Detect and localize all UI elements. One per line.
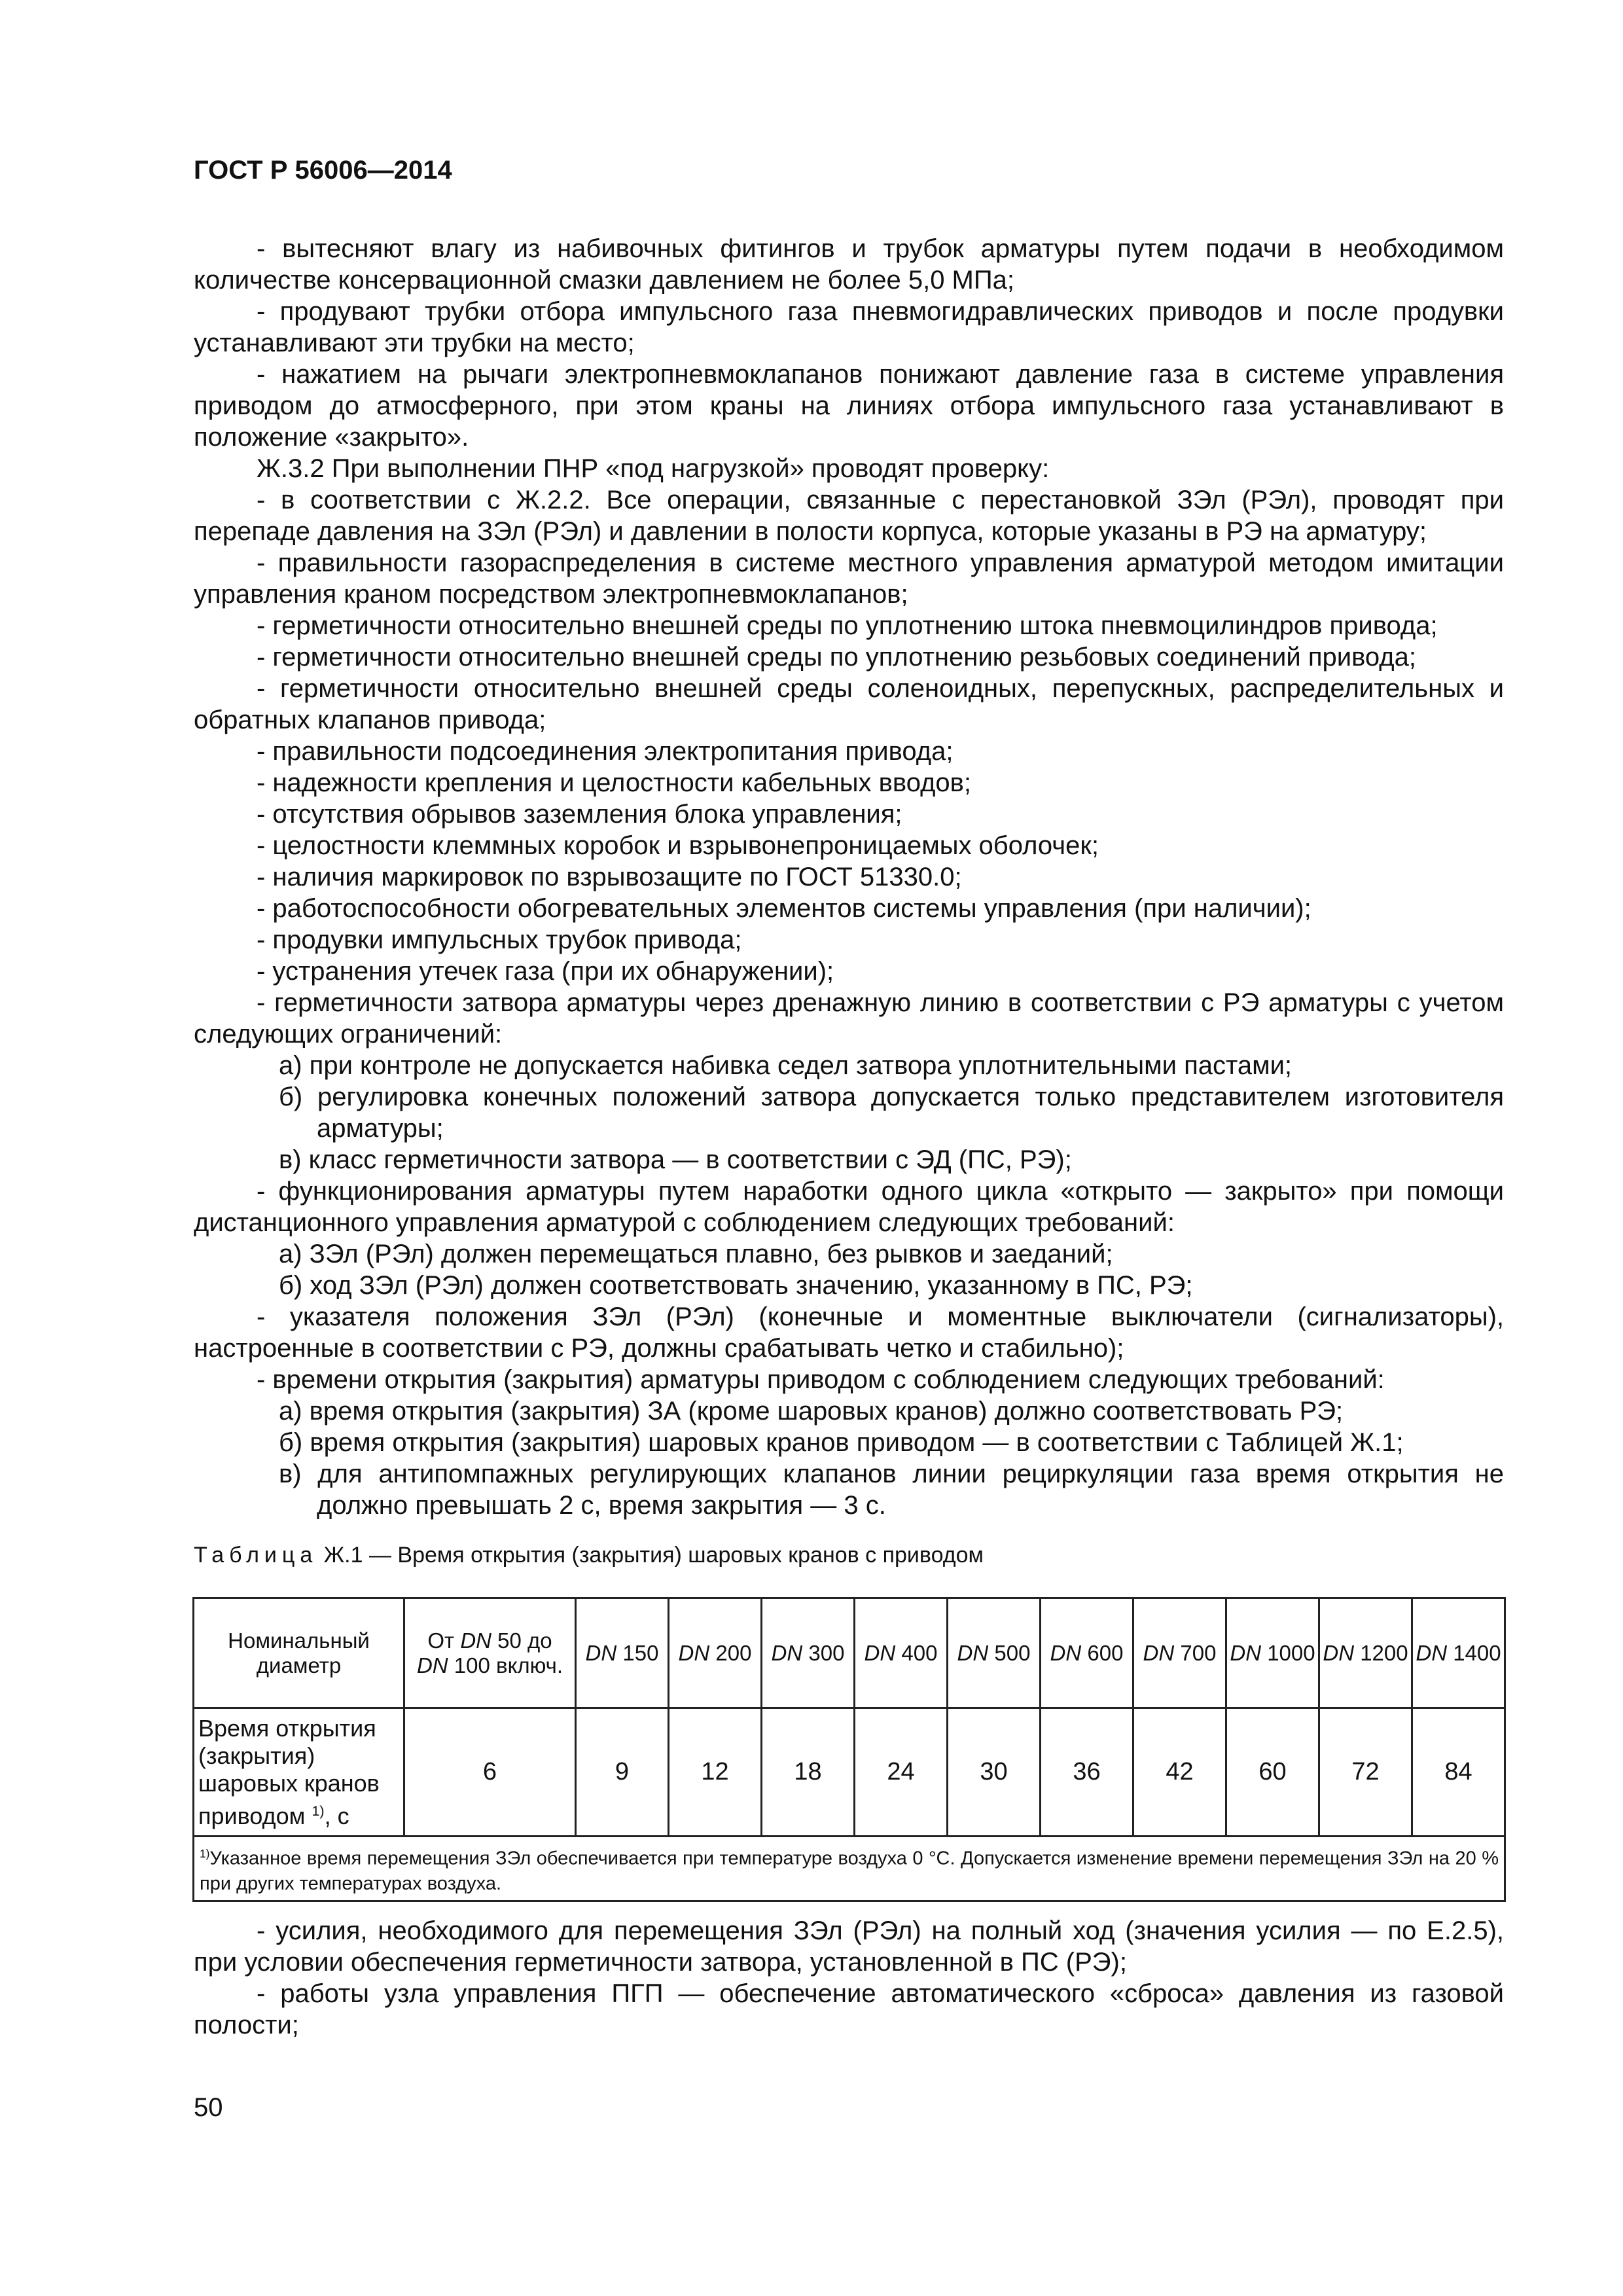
header-cell (762, 1598, 855, 1708)
dn-prefix: DN (585, 1640, 617, 1665)
table-cell: 9 (576, 1708, 669, 1837)
dn-prefix: DN (416, 1653, 448, 1677)
dn-prefix: DN (460, 1628, 491, 1653)
paragraph: - продувают трубки отбора импульсного газа пневмогидравлических приводов и после продувки устанавливают эти трубки на место; (194, 297, 1504, 357)
list-item: б) время открытия (закрытия) шаровых кранов приводом — в соответствии с Таблицей Ж.1; (279, 1428, 1404, 1457)
dn-size: 1400 (1453, 1640, 1501, 1665)
table-cell: 18 (762, 1708, 855, 1837)
body-text-continued (194, 1915, 1504, 2041)
list-item: а) ЗЭл (РЭл) должен перемещаться плавно, без рывков и заеданий; (279, 1240, 1113, 1268)
dn-prefix: DN (1050, 1640, 1082, 1665)
header-cell (1133, 1598, 1226, 1708)
paragraph: - герметичности относительно внешней среды по уплотнению резьбовых соединений привода; (257, 643, 1416, 672)
table-row (194, 1708, 1505, 1837)
header-cell (404, 1598, 576, 1708)
row-label (194, 1708, 404, 1837)
dn-size: 700 (1180, 1640, 1217, 1665)
header-cell (669, 1598, 762, 1708)
paragraph: - в соответствии с Ж.2.2. Все операции, связанные с перестановкой ЗЭл (РЭл), проводят при перепаде давления на ЗЭл (РЭл) и давлении в полости корпуса, которые указаны в РЭ на арматуру; (194, 486, 1504, 546)
paragraph: - герметичности затвора арматуры через дренажную линию в соответствии с РЭ арматуры с учетом следующих ограничений: (194, 988, 1504, 1049)
dn-size: 500 (994, 1640, 1031, 1665)
dn-size: 150 (622, 1640, 659, 1665)
dn-size: 600 (1087, 1640, 1124, 1665)
dn-prefix: DN (1230, 1640, 1262, 1665)
paragraph: - работоспособности обогревательных элементов системы управления (при наличии); (257, 894, 1311, 923)
paragraph: - вытесняют влагу из набивочных фитингов и трубок арматуры путем подачи в необходимом количестве консервационной смазки давлением не более 5,0 МПа; (194, 234, 1504, 295)
table-cell: 30 (948, 1708, 1041, 1837)
row-label-unit: , с (324, 1802, 349, 1829)
dn-prefix: DN (957, 1640, 989, 1665)
list-item: а) время открытия (закрытия) ЗА (кроме шаровых кранов) должно соответствовать РЭ; (279, 1397, 1344, 1426)
table-cell: 24 (855, 1708, 948, 1837)
list-item: в) для антипомпажных регулирующих клапанов линии рециркуляции газа время открытия не должно превышать 2 с, время закрытия — 3 с. (279, 1460, 1504, 1520)
header-cell: Номинальный диаметр (194, 1598, 404, 1708)
document-header: ГОСТ Р 56006—2014 (194, 156, 452, 185)
table-footnote-row (194, 1837, 1505, 1901)
dn-size: 300 (808, 1640, 845, 1665)
header-cell (1412, 1598, 1505, 1708)
dn-prefix: DN (771, 1640, 803, 1665)
paragraph: - продувки импульсных трубок привода; (257, 925, 742, 954)
list-item: б) регулировка конечных положений затвора допускается только представителем изготовителя арматуры; (279, 1083, 1504, 1143)
paragraph: - указателя положения ЗЭл (РЭл) (конечные и моментные выключатели (сигнализаторы), настроенные в соответствии с РЭ, должны срабатывать четко и стабильно); (194, 1302, 1504, 1363)
dn-size: 200 (715, 1640, 752, 1665)
page-number: 50 (194, 2093, 223, 2122)
row-label-text: Время открытия (закрытия) шаровых кранов приводом (198, 1714, 380, 1829)
paragraph: - отсутствия обрывов заземления блока управления; (257, 800, 902, 829)
paragraph: - работы узла управления ПГП — обеспечение автоматического «сброса» давления из газовой полости; (194, 1979, 1504, 2039)
table-caption-text: Ж.1 — Время открытия (закрытия) шаровых кранов с приводом (323, 1543, 984, 1568)
paragraph: - нажатием на рычаги электропневмоклапанов понижают давление газа в системе управления приводом до атмосферного, при этом краны на линиях отбора импульсного газа устанавливают в положение «закрыто». (194, 360, 1504, 452)
paragraph: - герметичности относительно внешней среды по уплотнению штока пневмоцилиндров привода; (257, 611, 1438, 640)
table-cell: 84 (1412, 1708, 1505, 1837)
table-cell: 42 (1133, 1708, 1226, 1837)
header-cell (1041, 1598, 1133, 1708)
table-cell: 72 (1319, 1708, 1412, 1837)
paragraph: - надежности крепления и целостности кабельных вводов; (257, 768, 972, 797)
header-cell (948, 1598, 1041, 1708)
header-cell (1319, 1598, 1412, 1708)
paragraph: - функционирования арматуры путем наработки одного цикла «открыто — закрыто» при помощи дистанционного управления арматурой с соблюдением следующих требований: (194, 1177, 1504, 1237)
table-footnote (194, 1837, 1505, 1901)
list-item: б) ход ЗЭл (РЭл) должен соответствовать значению, указанному в ПС, РЭ; (279, 1271, 1193, 1300)
table-cell: 36 (1041, 1708, 1133, 1837)
header-text: От (427, 1628, 461, 1653)
dn-size: 400 (901, 1640, 938, 1665)
paragraph: - правильности газораспределения в системе местного управления арматурой методом имитации управления краном посредством электропневмоклапанов; (194, 548, 1504, 609)
paragraph: - правильности подсоединения электропитания привода; (257, 737, 954, 766)
dn-prefix: DN (678, 1640, 710, 1665)
dn-size: 1000 (1267, 1640, 1315, 1665)
table-caption (194, 1542, 984, 1568)
dn-size: 1200 (1360, 1640, 1408, 1665)
data-table (192, 1597, 1506, 1902)
table-cell: 60 (1226, 1708, 1319, 1837)
list-item: а) при контроле не допускается набивка седел затвора уплотнительными пастами; (279, 1051, 1293, 1080)
section-heading: Ж.3.2 При выполнении ПНР «под нагрузкой» проводят проверку: (257, 454, 1050, 483)
footnote-text: Указанное время перемещения ЗЭл обеспечивается при температуре воздуха 0 °С. Допускается изменение времени перемещения ЗЭл на 20 % при других температурах воздуха. (200, 1848, 1499, 1894)
header-cell (576, 1598, 669, 1708)
paragraph: - наличия маркировок по взрывозащите по ГОСТ 51330.0; (257, 863, 962, 891)
dn-prefix: DN (1143, 1640, 1175, 1665)
table-cell: 12 (669, 1708, 762, 1837)
paragraph: - целостности клеммных коробок и взрывонепроницаемых оболочек; (257, 831, 1099, 860)
footnote-mark: 1) (200, 1847, 210, 1860)
paragraph: - усилия, необходимого для перемещения ЗЭл (РЭл) на полный ход (значения усилия — по Е.2.5), при условии обеспечения герметичности затвора, установленной в ПС (РЭ); (194, 1916, 1504, 1977)
paragraph: - устранения утечек газа (при их обнаружении); (257, 957, 834, 986)
table-cell: 6 (404, 1708, 576, 1837)
header-text: 50 до (491, 1628, 552, 1653)
header-cell (1226, 1598, 1319, 1708)
body-text (194, 233, 1504, 1521)
dn-prefix: DN (864, 1640, 896, 1665)
table-header-row (194, 1598, 1505, 1708)
header-text: 100 включ. (448, 1653, 563, 1677)
paragraph: - времени открытия (закрытия) арматуры приводом с соблюдением следующих требований: (257, 1365, 1385, 1394)
dn-prefix: DN (1416, 1640, 1448, 1665)
list-item: в) класс герметичности затвора — в соответствии с ЭД (ПС, РЭ); (279, 1145, 1072, 1174)
header-cell (855, 1598, 948, 1708)
paragraph: - герметичности относительно внешней среды соленоидных, перепускных, распределительных и обратных клапанов привода; (194, 674, 1504, 734)
footnote-ref: 1) (312, 1802, 325, 1819)
dn-prefix: DN (1323, 1640, 1355, 1665)
table-caption-label: Таблица (194, 1543, 318, 1568)
